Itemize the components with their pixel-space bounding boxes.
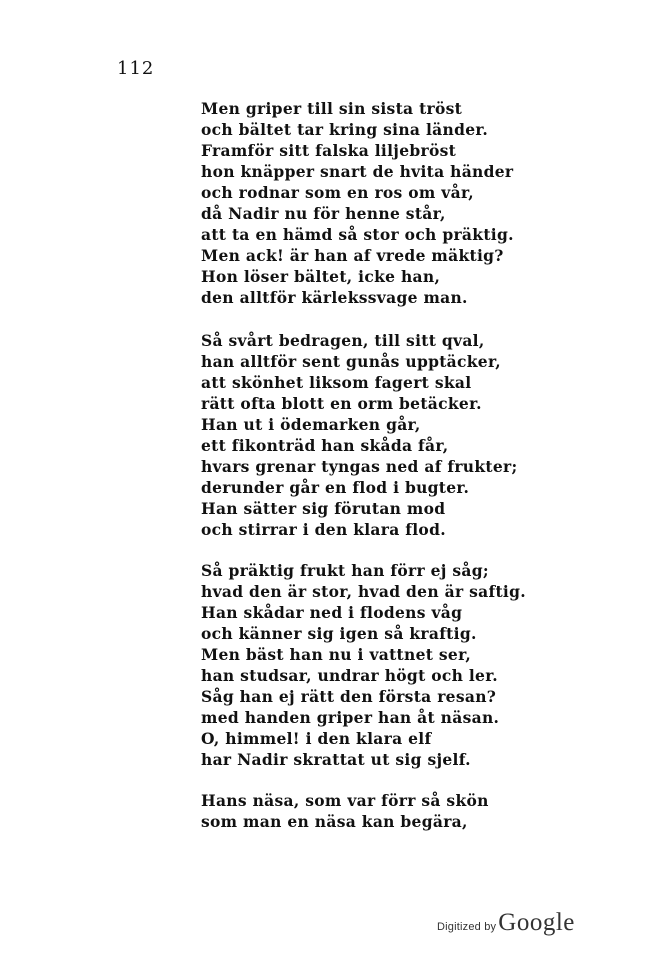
verse-line: och känner sig igen så kraftig. [201, 624, 477, 643]
verse-line: hvars grenar tyngas ned af frukter; [201, 457, 518, 476]
verse-line: O, himmel! i den klara elf [201, 729, 432, 748]
verse-line: rätt ofta blott en orm betäcker. [201, 394, 482, 413]
verse-line: ett fikonträd han skåda får, [201, 436, 449, 455]
verse-line: Så svårt bedragen, till sitt qval, [201, 331, 485, 350]
verse-line: att skönhet liksom fagert skal [201, 373, 472, 392]
verse-line: derunder går en flod i bugter. [201, 478, 470, 497]
verse-line: Men griper till sin sista tröst [201, 99, 463, 118]
stanza-4 [201, 790, 561, 832]
verse-line: hvad den är stor, hvad den är saftig. [201, 582, 526, 601]
verse-line: Såg han ej rätt den första resan? [201, 687, 497, 706]
verse-line: att ta en hämd så stor och präktig. [201, 225, 514, 244]
verse-line: Men bäst han nu i vattnet ser, [201, 645, 472, 664]
watermark-prefix: Digitized by [437, 921, 497, 933]
verse-line: han alltför sent gunås upptäcker, [201, 352, 502, 371]
verse-line: har Nadir skrattat ut sig sjelf. [201, 750, 471, 769]
verse-line: och bältet tar kring sina länder. [201, 120, 489, 139]
verse-line: den alltför kärlekssvage man. [201, 288, 468, 307]
verse-line: Så präktig frukt han förr ej såg; [201, 561, 489, 580]
verse-line: Han skådar ned i flodens våg [201, 603, 463, 622]
verse-line: och rodnar som en ros om vår, [201, 183, 474, 202]
verse-line: han studsar, undrar högt och ler. [201, 666, 498, 685]
stanza-1 [201, 98, 561, 308]
verse-line: Han sätter sig förutan mod [201, 499, 446, 518]
verse-line: Han ut i ödemarken går, [201, 415, 421, 434]
verse-line: hon knäpper snart de hvita händer [201, 162, 514, 181]
verse-line: som man en näsa kan begära, [201, 812, 468, 831]
digitized-by-google-watermark [437, 909, 575, 937]
verse-line: Hans näsa, som var förr så skön [201, 791, 489, 810]
google-logo: Google [498, 909, 575, 936]
verse-line: med handen griper han åt näsan. [201, 708, 500, 727]
stanza-3 [201, 560, 561, 770]
verse-line: då Nadir nu för henne står, [201, 204, 446, 223]
verse-line: Men ack! är han af vrede mäktig? [201, 246, 504, 265]
stanza-2 [201, 330, 561, 540]
page-number: 112 [117, 58, 155, 79]
verse-line: Framför sitt falska liljebröst [201, 141, 457, 160]
verse-line: Hon löser bältet, icke han, [201, 267, 441, 286]
verse-line: och stirrar i den klara flod. [201, 520, 446, 539]
